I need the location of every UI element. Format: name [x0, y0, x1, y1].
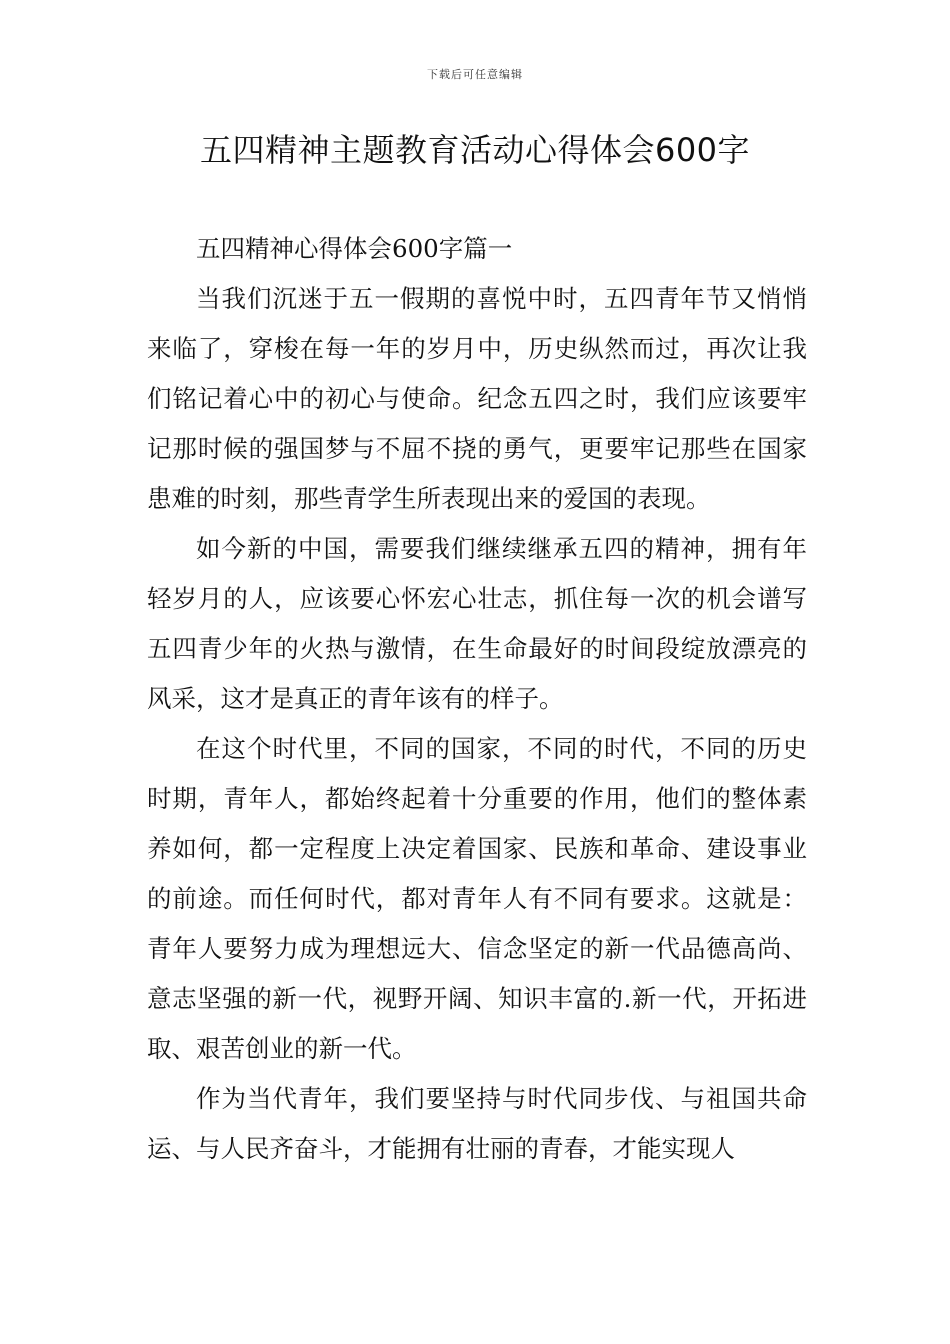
header-note: 下载后可任意编辑: [427, 68, 523, 81]
paragraph-3: 在这个时代里，不同的国家，不同的时代，不同的历史时期，青年人，都始终起着十分重要的作用，他们的整体素养如何，都一定程度上决定着国家、民族和革命、建设事业的前途。而任何时代，都对青年人有不同有要求。这就是：青年人要努力成为理想远大、信念坚定的新一代品德高尚、意志坚强的新一代，视野开阔、知识丰富的.新一代，开拓进取、艰苦创业的新一代。: [147, 734, 807, 1063]
paragraph-2: 如今新的中国，需要我们继续继承五四的精神，拥有年轻岁月的人，应该要心怀宏心壮志，抓住每一次的机会谱写五四青少年的火热与激情，在生命最好的时间段绽放漂亮的风采，这才是真正的青年该有的样子。: [147, 534, 807, 713]
document-title: 五四精神主题教育活动心得体会600字: [199, 131, 751, 169]
paragraph-4: 作为当代青年，我们要坚持与时代同步伐、与祖国共命运、与人民齐奋斗，才能拥有壮丽的青春，才能实现人: [147, 1084, 807, 1163]
section-heading: 五四精神心得体会600字篇一: [196, 234, 513, 263]
document-body: [147, 224, 807, 1174]
paragraph-1: 当我们沉迷于五一假期的喜悦中时，五四青年节又悄悄来临了，穿梭在每一年的岁月中，历史纵然而过，再次让我们铭记着心中的初心与使命。纪念五四之时，我们应该要牢记那时候的强国梦与不屈不挠的勇气，更要牢记那些在国家患难的时刻，那些青学生所表现出来的爱国的表现。: [147, 284, 807, 513]
